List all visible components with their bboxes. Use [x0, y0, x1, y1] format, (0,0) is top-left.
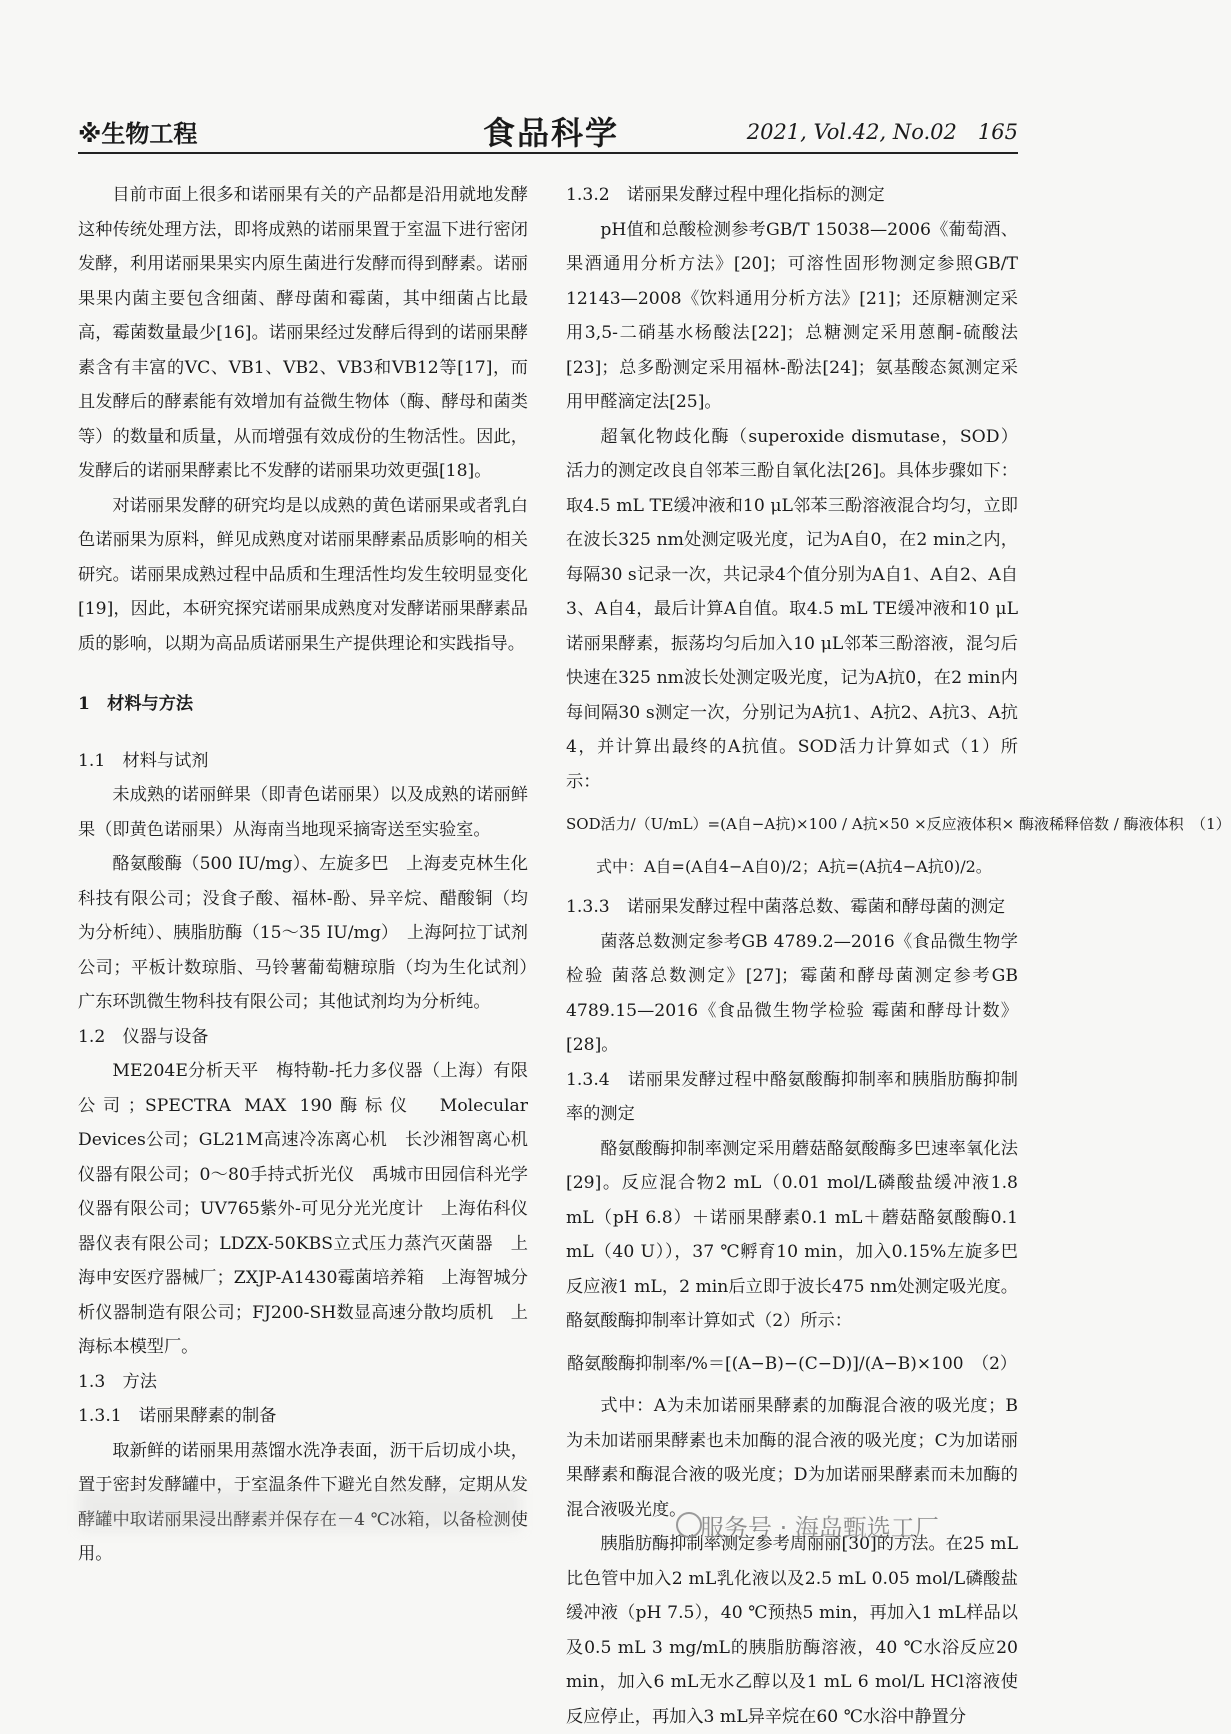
- left-heading: 1.3 方法: [78, 1371, 157, 1392]
- right-paragraph: 超氧化物歧化酶（superoxide dismutase，SOD）活力的测定改良自邻苯三酚自氧化法[26]。具体步骤如下：取4.5 mL TE缓冲液和10 μL邻苯三酚溶液混合均匀，立即在波长325 nm处测定吸光度，记为A自0，在2 min之内，每隔30 s记录一次，共记录4个值分别为A自1、A自2、A自3、A自4，最后计算A自值。取4.5 mL TE缓冲液和10 μL诺丽果酵素，振荡均匀后加入10 μL邻苯三酚溶液，混匀后快速在325 nm波长处测定吸光度，记为A抗0，在2 min内每间隔30 s测定一次，分别记为A抗1、A抗2、A抗3、A抗4，并计算出最终的A抗值。SOD活力计算如式（1）所示：: [566, 426, 1018, 792]
- right-equation: 酪氨酸酶抑制率/%＝[(A−B)−(C−D)]/(A−B)×100 （2）: [567, 1353, 1017, 1374]
- journal-title: 食品科学: [483, 114, 620, 152]
- right-paragraph: 胰脂肪酶抑制率测定参考周丽丽[30]的方法。在25 mL比色管中加入2 mL乳化液以及2.5 mL 0.05 mol/L磷酸盐缓冲液（pH 7.5），40 ℃预热5 min，再加入1 mL样品以及0.5 mL 3 mg/mL的胰脂肪酶溶液，40 ℃水浴反应20 min，加入6 mL无水乙醇以及1 mL 6 mol/L HCl溶液使反应停止，再加入3 mL异辛烷在60 ℃水浴中静置分: [566, 1534, 1018, 1727]
- right-heading: 1.3.3 诺丽果发酵过程中菌落总数、霉菌和酵母菌的测定: [566, 897, 1006, 917]
- right-equation: 式中：A自=(A自4−A自0)/2；A抗=(A抗4−A抗0)/2。: [596, 856, 992, 876]
- left-heading: 1.2 仪器与设备: [78, 1026, 209, 1047]
- left-column: [78, 178, 546, 1572]
- right-paragraph: pH值和总酸检测参考GB/T 15038—2006《葡萄酒、果酒通用分析方法》[20]；可溶性固形物测定参照GB/T 12143—2008《饮料通用分析方法》[21]；还原糖测定采用3,5-二硝基水杨酸法[22]；总糖测定采用蒽酮-硫酸法[23]；总多酚测定采用福林-酚法[24]；氨基酸态氮测定采用甲醛滴定法[25]。: [566, 219, 1018, 412]
- left-paragraph: 取新鲜的诺丽果用蒸馏水洗净表面，沥干后切成小块，置于密封发酵罐中，于室温条件下避光自然发酵，定期从发酵罐中取诺丽果浸出酵素并保存在－4 ℃冰箱，以备检测使用。: [78, 1440, 528, 1564]
- right-paragraph: 酪氨酸酶抑制率测定采用蘑菇酪氨酸酶多巴速率氧化法[29]。反应混合物2 mL（0.01 mol/L磷酸盐缓冲液1.8 mL（pH 6.8）＋诺丽果酵素0.1 mL＋蘑菇酪氨酸酶0.1 mL（40 U）），37 ℃孵育10 min，加入0.15%左旋多巴反应液1 mL，2 min后立即于波长475 nm处测定吸光度。酪氨酸酶抑制率计算如式（2）所示：: [566, 1138, 1018, 1331]
- scan-smudge: [80, 1490, 520, 1530]
- left-paragraph: 酪氨酸酶（500 IU/mg）、左旋多巴 上海麦克林生化科技有限公司；没食子酸、福林-酚、异辛烷、醋酸铜（均为分析纯）、胰脂肪酶（15～35 IU/mg） 上海阿拉丁试剂公司；平板计数琼脂、马铃薯葡萄糖琼脂（均为生化试剂） 广东环凯微生物科技有限公司；其他试剂均为分析纯。: [78, 854, 546, 1012]
- issue-text: 2021, Vol.42, No.02: [746, 120, 957, 144]
- issue-info: [747, 116, 1018, 146]
- left-heading: 1.1 材料与试剂: [78, 750, 209, 771]
- wechat-icon: [676, 1512, 702, 1538]
- right-equation: SOD活力/（U/mL）=(A自−A抗)×100 / A抗×50 ×反应液体积× 酶液稀释倍数 / 酶液体积 （1）: [566, 815, 1231, 833]
- right-paragraph: 式中：A为未加诺丽果酵素的加酶混合液的吸光度；B为未加诺丽果酵素也未加酶的混合液的吸光度；C为加诺丽果酵素和酶混合液的吸光度；D为加诺丽果酵素而未加酶的混合液吸光度。: [566, 1396, 1018, 1520]
- left-heading: 1.3.1 诺丽果酵素的制备: [78, 1406, 277, 1426]
- watermark: 服务号 · 海岛甄选工厂: [700, 1514, 939, 1542]
- page-number: 165: [977, 120, 1018, 144]
- left-paragraph: ME204E分析天平 梅特勒-托力多仪器（上海）有限公司；SPECTRA MAX 190酶标仪 Molecular Devices公司；GL21M高速冷冻离心机 长沙湘智离心机仪器有限公司；0～80手持式折光仪 禹城市田园信科光学仪器有限公司；UV765紫外-可见分光光度计 上海佑科仪器仪表有限公司；LDZX-50KBS立式压力蒸汽灭菌器 上海申安医疗器械厂；ZXJP-A1430霉菌培养箱 上海智城分析仪器制造有限公司；FJ200-SH数显高速分散均质机 上海标本模型厂。: [78, 1061, 528, 1357]
- left-heading: 1 材料与方法: [78, 694, 194, 714]
- right-heading: 1.3.2 诺丽果发酵过程中理化指标的测定: [566, 185, 885, 205]
- section-label: ※生物工程: [78, 120, 198, 148]
- left-paragraph: 对诺丽果发酵的研究均是以成熟的黄色诺丽果或者乳白色诺丽果为原料，鲜见成熟度对诺丽果酵素品质影响的相关研究。诺丽果成熟过程中品质和生理活性均发生较明显变化[19]，因此，本研究探究诺丽果成熟度对发酵诺丽果酵素品质的影响，以期为高品质诺丽果生产提供理论和实践指导。: [78, 495, 528, 654]
- right-heading: 1.3.4 诺丽果发酵过程中酪氨酸酶抑制率和胰脂肪酶抑制率的测定: [566, 1069, 1018, 1124]
- right-column: [566, 178, 1231, 1734]
- page-header: [78, 108, 1018, 156]
- left-paragraph: 目前市面上很多和诺丽果有关的产品都是沿用就地发酵这种传统处理方法，即将成熟的诺丽果置于室温下进行密闭发酵，利用诺丽果果实内原生菌进行发酵而得到酵素。诺丽果果内菌主要包含细菌、酵母菌和霉菌，其中细菌占比最高，霉菌数量最少[16]。诺丽果经过发酵后得到的诺丽果酵素含有丰富的VC、VB1、VB2、VB3和VB12等[17]，而且发酵后的酵素能有效增加有益微生物体（酶、酵母和菌类等）的数量和质量，从而增强有效成份的生物活性。因此，发酵后的诺丽果酵素比不发酵的诺丽果功效更强[18]。: [78, 185, 528, 481]
- left-paragraph: 未成熟的诺丽鲜果（即青色诺丽果）以及成熟的诺丽鲜果（即黄色诺丽果）从海南当地现采摘寄送至实验室。: [78, 785, 528, 840]
- right-paragraph: 菌落总数测定参考GB 4789.2—2016《食品微生物学检验 菌落总数测定》[27]；霉菌和酵母菌测定参考GB 4789.15—2016《食品微生物学检验 霉菌和酵母计数》[28]。: [566, 931, 1018, 1055]
- header-rule: [78, 152, 1018, 154]
